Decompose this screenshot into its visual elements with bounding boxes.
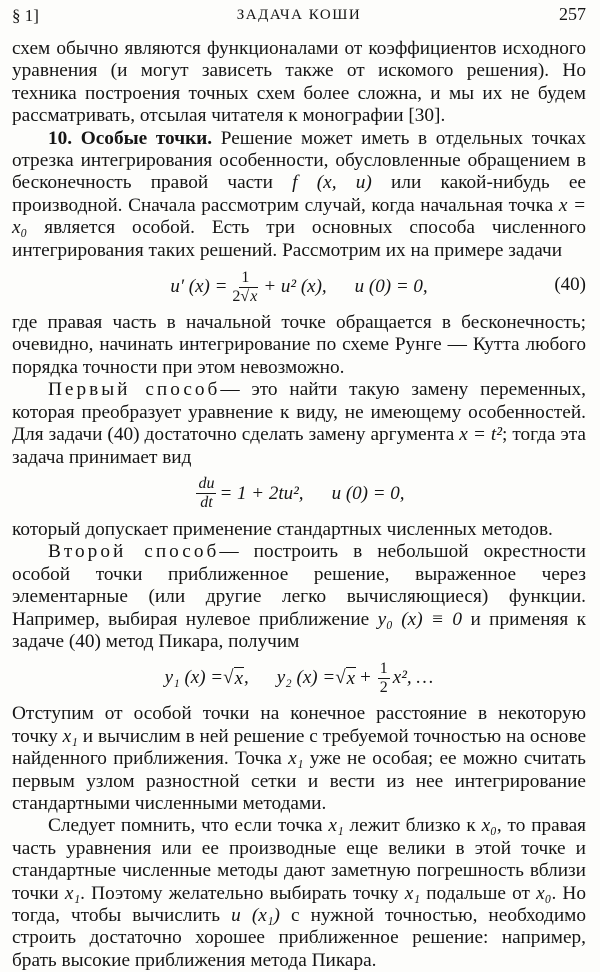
page-number: 257 [559,4,586,24]
equation-substituted: $\frac{du}{dt}$ = 1 + 2tu², u (0) = 0, [198,475,405,512]
equation-picard: y₁ (x) = √ x , y₂ (x) = √ x + $\frac{1}{2}$ x², … [164,659,434,696]
section-heading: 10. Особые точки. [48,127,213,149]
paragraph-6: Второй способ— построить в небольшой окрестности особой точки приближенное решение, выраженное через элементарные (или другие легко вычисляющиеся) функции. Например, выбирая нулевое приближение y₀ (x) ≡ 0 и применяя к задаче (40) метод Пикара, получим [12,541,586,652]
running-header [12,2,586,32]
page-body [12,38,586,972]
fraction: $\frac{1}{2√x}$ [232,268,258,305]
paragraph-7: Отступим от особой точки на конечное расстояние в некоторую точку x₁ и вычислим в ней решение с требуемой точностью на основе найденного приближения. Точка x₁ уже не особая; ее можно считать первым узлом разностной сетки и вести из нее интегрирование стандартными численными методами. [12,703,587,814]
radical-sign: √ [223,667,234,689]
equation-40: u′ (x) = $\frac{1}{2√x}$ + u² (x), u (0) = 0, (40) [170,268,586,305]
paragraph-4: Первый способ— это найти такую замену переменных, которая преобразует уравнение к виду, не имеющему особенностей. Для задачи (40) достаточно сделать замену аргумента x = t²; тогда эта задача принимает вид [12,379,586,468]
paragraph-5: который допускает применение стандартных численных методов. [12,518,553,540]
radical-sign: √ [335,667,346,689]
section-marker: § 1] [12,6,39,25]
equation-number: (40) [554,274,586,296]
paragraph-2: 10. Особые точки. Решение может иметь в отдельных точках отрезка интегрирования особенности, обусловленные обращением в бесконечность правой части f (x, u) или какой-нибудь ее производной. Сначала рассмотрим случай, когда начальная точка x = x₀ является особой. Есть три основных способа численного интегрирования таких решений. Рассмотрим их на примере задачи [12,127,587,261]
radical-sign: √ [240,287,250,305]
paragraph-8: Следует помнить, что если точка x₁ лежит близко к x₀, то правая часть уравнения или ее производные еще велики в этой точке и стандартные численные методы дают заметную погрешность вблизи точки x₁. Поэтому желательно выбирать точку x₁ подальше от x₀. Но тогда, чтобы вычислить u (x₁) с нужной точностью, необходимо строить достаточно хорошее приближенное решение: например, брать высокие приближения метода Пикара. [12,815,587,971]
paragraph-3: где правая часть в начальной точке обращается в бесконечность; очевидно, начинать интегрирование по схеме Рунге — Кутта любого порядка точности при этом невозможно. [12,312,586,378]
chapter-title: ЗАДАЧА КОШИ [236,7,362,23]
paragraph-1: схем обычно являются функционалами от коэффициентов исходного уравнения (и могут зависеть также от искомого решения). Но техника построения точных схем более сложна, и мы их не будем рассматривать, отсылая читателя к монографии [30]. [12,38,586,127]
